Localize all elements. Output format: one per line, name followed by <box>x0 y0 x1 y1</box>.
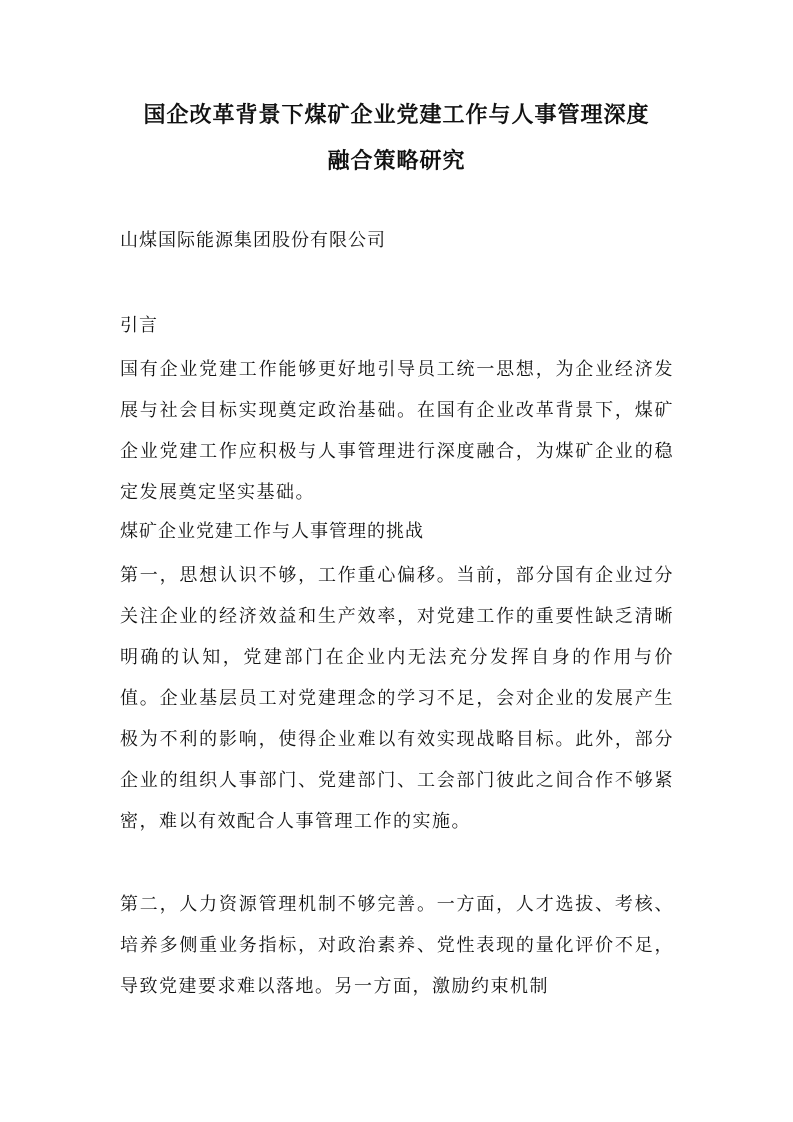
paragraph-first-point: 第一，思想认识不够，工作重心偏移。当前，部分国有企业过分关注企业的经济效益和生产效率，对党建工作的重要性缺乏清晰明确的认知，党建部门在企业内无法充分发挥自身的作用与价值。企业基层员工对党建理念的学习不足，会对企业的发展产生极为不利的影响，使得企业难以有效实现战略目标。此外，部分企业的组织人事部门、党建部门、工会部门彼此之间合作不够紧密，难以有效配合人事管理工作的实施。 <box>120 565 674 832</box>
section-heading-intro: 引言 <box>120 315 158 336</box>
section-heading-challenges: 煤矿企业党建工作与人事管理的挑战 <box>120 521 424 542</box>
title-line-2: 融合策略研究 <box>327 148 466 174</box>
paragraph-intro: 国有企业党建工作能够更好地引导员工统一思想，为企业经济发展与社会目标实现奠定政治基础。在国有企业改革背景下，煤矿企业党建工作应积极与人事管理进行深度融合，为煤矿企业的稳定发展奠定坚实基础。 <box>120 359 674 503</box>
paragraph-second-point: 第二，人力资源管理机制不够完善。一方面，人才选拔、考核、培养多侧重业务指标，对政治素养、党性表现的量化评价不足，导致党建要求难以落地。另一方面，激励约束机制 <box>120 894 674 997</box>
title-line-1: 国企改革背景下煤矿企业党建工作与人事管理深度 <box>143 102 650 128</box>
document-title <box>100 92 693 184</box>
author-organization: 山煤国际能源集团股份有限公司 <box>120 230 386 251</box>
